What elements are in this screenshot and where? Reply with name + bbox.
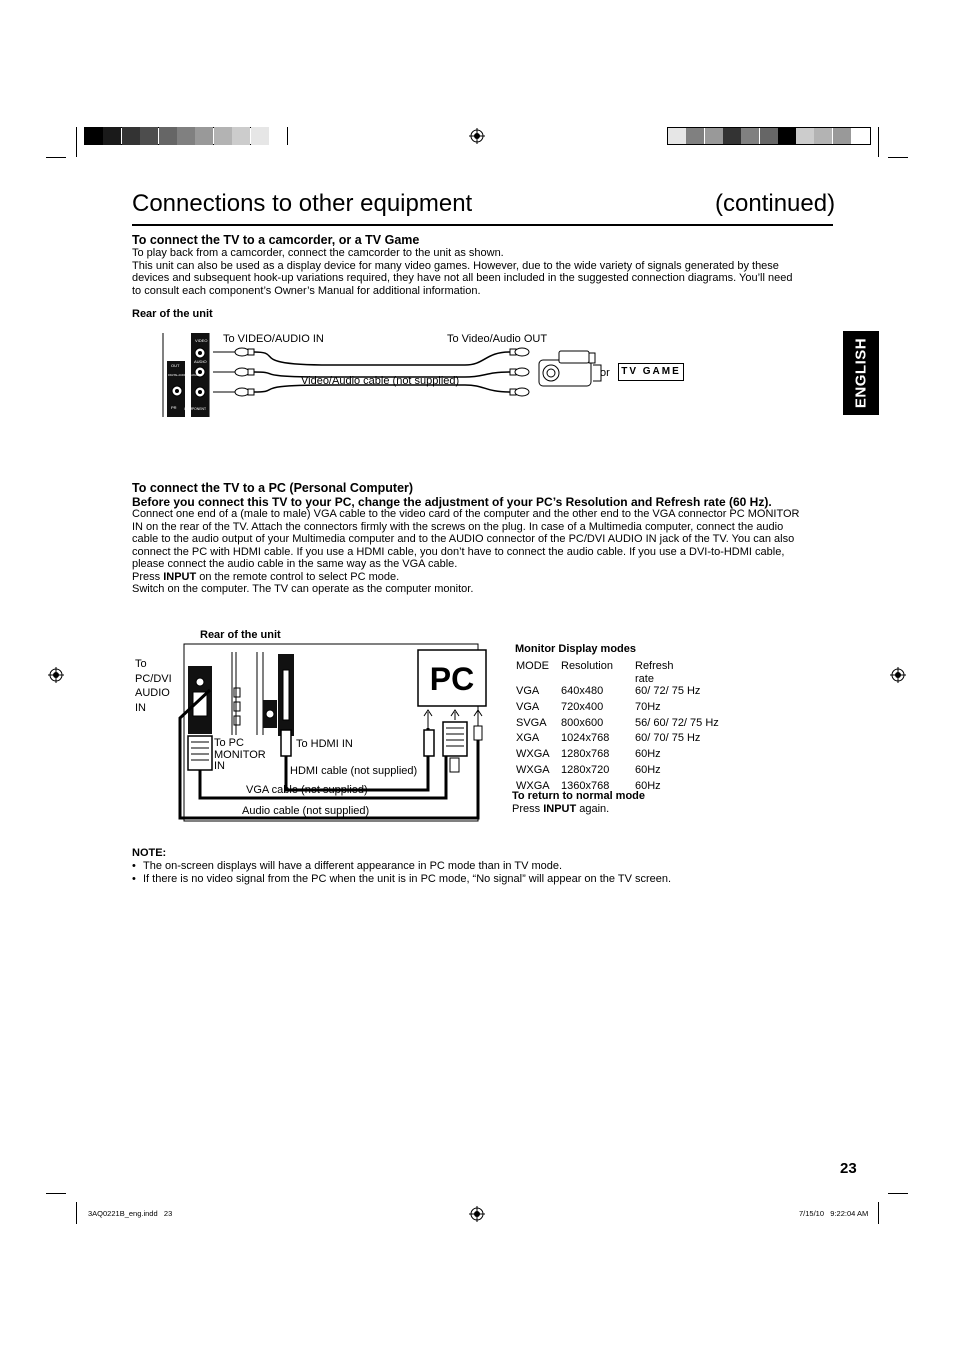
pc-heading: To connect the TV to a PC (Personal Computer) bbox=[132, 481, 414, 495]
panel-label-out: OUT bbox=[171, 363, 180, 368]
registration-mark-icon bbox=[48, 667, 64, 683]
table-row bbox=[516, 685, 736, 699]
camcorder-heading: To connect the TV to a camcorder, or a TV Game bbox=[132, 233, 420, 247]
table-cell: VGA bbox=[516, 685, 540, 697]
to-video-audio-out-label: To Video/Audio OUT bbox=[447, 333, 548, 345]
trim-mark bbox=[46, 1193, 66, 1194]
table-cell: 60/ 72/ 75 Hz bbox=[635, 685, 701, 697]
trim-mark bbox=[888, 1193, 908, 1194]
hdmi-plug-tv bbox=[281, 730, 291, 756]
table-cell: 60/ 70/ 75 Hz bbox=[635, 732, 701, 745]
table-row bbox=[516, 764, 736, 778]
av-cable-label: Video/Audio cable (not supplied) bbox=[301, 375, 460, 387]
table-cell: 60Hz bbox=[635, 748, 661, 761]
hdmi-cable-label: HDMI cable (not supplied) bbox=[290, 765, 418, 777]
trim-mark bbox=[878, 127, 879, 157]
trim-mark bbox=[76, 1202, 77, 1224]
pc-connection-diagram bbox=[160, 640, 490, 825]
to-pc-monitor-in-label: To PC MONITOR IN bbox=[214, 737, 266, 772]
language-tab-label: ENGLISH bbox=[852, 337, 870, 409]
camcorder-paragraph: To play back from a camcorder, connect the camcorder to the unit as shown. This unit can also be used as a display device for many video games. However, due to the wide variety of signals generated by these devices and subsequent hook-up variations required, they have not all been included in the suggested connection diagrams. You’ll need to consult each component’s Owner’s Manual for additional information. bbox=[132, 247, 793, 297]
panel-label-pr: PR bbox=[171, 405, 177, 410]
to-hdmi-in-label: To HDMI IN bbox=[296, 738, 353, 750]
table-cell: 800x600 bbox=[561, 716, 604, 729]
right-color-bar bbox=[667, 127, 871, 145]
pc-paragraph: Connect one end of a (male to male) VGA cable to the video card of the computer and the other end to the VGA connector PC MONITOR IN on the rear of the TV. Attach the connectors firmly with the screws on the plug. In case of a Multimedia computer, connect the audio cable to the audio output of your Multimedia computer and to the AUDIO connector of the PC/DVI AUDIO IN jack of the TV. You can also connect the PC with HDMI cable. If you use a HDMI cable, you don’t have to connect the audio cable. If you use a DVI-to-HDMI cable, please connect the audio cable in the same way as the VGA cable. Press INPUT on the remote control to select PC mode. Switch on the computer. The TV can operate as the computer monitor. bbox=[132, 508, 844, 596]
table-cell: 60Hz bbox=[635, 764, 661, 776]
color-swatch bbox=[159, 127, 177, 145]
tv-game-label: TV GAME bbox=[621, 366, 681, 377]
color-swatch bbox=[140, 127, 158, 145]
table-cell: 640x480 bbox=[561, 685, 604, 697]
page-title-continued: (continued) bbox=[715, 190, 836, 217]
table-cell: SVGA bbox=[516, 716, 547, 729]
registration-mark-icon bbox=[469, 128, 485, 144]
table-cell: VGA bbox=[516, 700, 540, 713]
return-normal-line: Press INPUT again. bbox=[512, 803, 610, 815]
table-cell: 1024x768 bbox=[561, 732, 610, 745]
footer-timestamp: 7/15/10 9:22:04 AM bbox=[799, 1209, 869, 1218]
table-cell: WXGA bbox=[516, 779, 550, 792]
audio-cable-label: Audio cable (not supplied) bbox=[242, 805, 370, 817]
tv-game-box bbox=[618, 363, 684, 381]
color-swatch bbox=[122, 127, 140, 145]
trim-mark bbox=[76, 127, 77, 157]
color-swatch bbox=[85, 127, 103, 145]
trim-mark bbox=[878, 1202, 879, 1224]
color-swatch bbox=[195, 127, 213, 145]
page-number: 23 bbox=[840, 1160, 857, 1177]
panel-label-digital: DIGITAL AUDIO COAXIAL bbox=[168, 374, 199, 377]
right-rca-plugs bbox=[510, 348, 529, 396]
camcorder-icon bbox=[539, 351, 601, 386]
pc-subheading: Before you connect this TV to your PC, change the adjustment of your PC’s Resolution and Refresh rate (60 Hz). bbox=[132, 495, 772, 509]
title-rule bbox=[132, 224, 833, 226]
panel-label-audio: AUDIO bbox=[194, 359, 207, 364]
color-swatch bbox=[232, 127, 250, 145]
language-tab bbox=[843, 331, 879, 415]
to-video-audio-in-label: To VIDEO/AUDIO IN bbox=[223, 333, 324, 345]
to-pc-dvi-audio-in-label: To PC/DVI AUDIO IN bbox=[135, 658, 172, 714]
table-row bbox=[516, 717, 736, 731]
color-swatch bbox=[269, 127, 287, 145]
table-row bbox=[516, 701, 736, 715]
or-label: or bbox=[600, 367, 610, 379]
note-bullet: • bbox=[132, 873, 136, 885]
monitor-modes-title: Monitor Display modes bbox=[515, 643, 637, 655]
table-cell: WXGA bbox=[516, 748, 550, 761]
table-cell: 1280x768 bbox=[561, 748, 610, 761]
table-cell: 720x400 bbox=[561, 700, 604, 713]
trim-mark bbox=[46, 157, 66, 158]
pc-side-plugs bbox=[424, 710, 482, 772]
table-cell: 60Hz bbox=[635, 779, 661, 792]
color-swatch bbox=[177, 127, 195, 145]
registration-mark-icon bbox=[890, 667, 906, 683]
footer-file: 3AQ0221B_eng.indd 23 bbox=[88, 1209, 173, 1218]
table-cell: 1360x768 bbox=[561, 779, 610, 792]
table-cell: 70Hz bbox=[635, 700, 661, 713]
tv-rear-panel bbox=[163, 333, 209, 417]
note-bullet-text: The on-screen displays will have a different appearance in PC mode than in TV mode. bbox=[143, 860, 563, 872]
table-cell: 56/ 60/ 72/ 75 Hz bbox=[635, 716, 719, 729]
color-swatch bbox=[251, 127, 269, 145]
panel-label-component: COMPONENT bbox=[184, 407, 207, 411]
table-row bbox=[516, 732, 736, 746]
trim-mark bbox=[888, 157, 908, 158]
note-title: NOTE: bbox=[132, 847, 167, 859]
pc-label: PC bbox=[429, 661, 475, 697]
pc-icon bbox=[418, 650, 486, 706]
pc-rear-of-unit-label: Rear of the unit bbox=[200, 629, 281, 641]
color-swatch bbox=[103, 127, 121, 145]
note-bullet-text: If there is no video signal from the PC when the unit is in PC mode, “No signal” will appear on the TV screen. bbox=[143, 873, 672, 885]
table-cell: XGA bbox=[516, 732, 540, 745]
registration-mark-icon bbox=[469, 1206, 485, 1222]
rear-of-unit-label: Rear of the unit bbox=[132, 308, 213, 320]
vga-cable-label: VGA cable (not supplied) bbox=[246, 784, 368, 796]
table-cell: WXGA bbox=[516, 764, 550, 776]
return-normal-title: To return to normal mode bbox=[512, 790, 646, 802]
press-input-line: Press INPUT on the remote control to select PC mode. bbox=[132, 570, 400, 583]
left-rca-plugs bbox=[213, 348, 254, 396]
note-bullet: • bbox=[132, 860, 136, 872]
page-title: Connections to other equipment bbox=[132, 190, 473, 217]
table-cell: 1280x720 bbox=[561, 764, 610, 776]
color-swatch bbox=[214, 127, 232, 145]
vga-plug-tv bbox=[188, 736, 212, 770]
table-row bbox=[516, 748, 736, 762]
panel-label-video: VIDEO bbox=[195, 338, 208, 343]
